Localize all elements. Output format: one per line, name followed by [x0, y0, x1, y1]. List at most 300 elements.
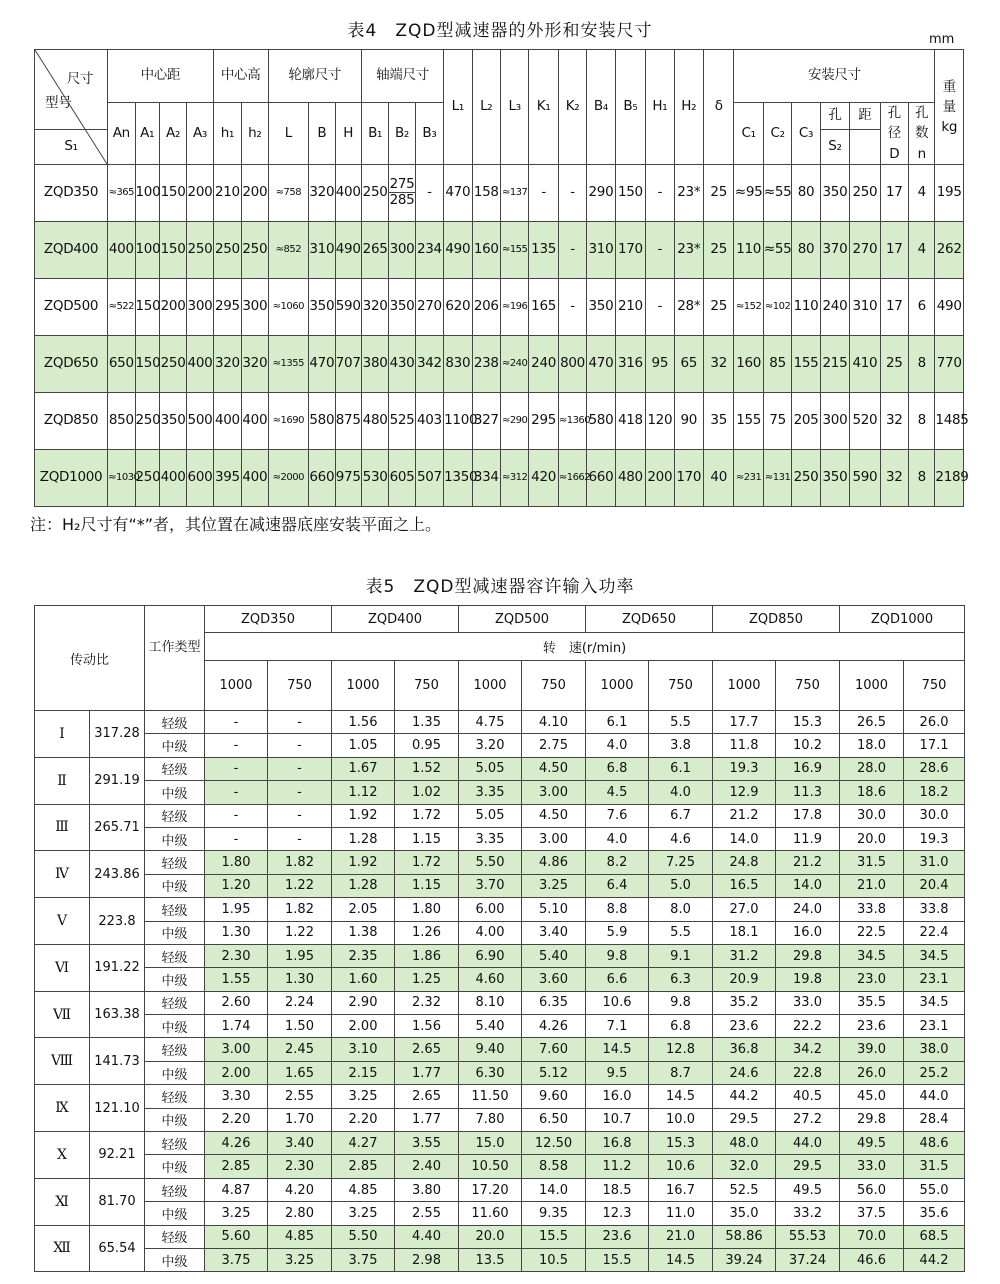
power-cell: 6.35 [522, 991, 586, 1014]
power-cell: 70.0 [840, 1225, 904, 1248]
power-cell: 1.15 [395, 874, 459, 897]
dimension-cell: 470 [309, 335, 335, 392]
dimension-cell: 650 [108, 335, 135, 392]
dimension-cell: ≈55 [763, 221, 791, 278]
ratio-value: 81.70 [90, 1178, 145, 1225]
power-cell: 6.1 [586, 711, 649, 734]
power-cell: 2.32 [395, 991, 459, 1014]
power-cell: 6.3 [649, 968, 713, 991]
power-cell: 1.28 [332, 874, 395, 897]
dimension-cell: 250 [135, 449, 159, 506]
power-cell: 1.22 [268, 874, 332, 897]
table5-row [35, 874, 965, 897]
dimension-cell: 490 [935, 278, 964, 335]
dimension-cell: 95 [646, 335, 674, 392]
model-cell: ZQD1000 [35, 449, 108, 506]
table4-unit: mm [929, 32, 955, 47]
ratio-numeral: Ⅴ [35, 898, 90, 945]
speed-header: 750 [904, 661, 965, 711]
weight-label-3: kg [941, 119, 958, 135]
power-cell: 40.5 [776, 1085, 840, 1108]
power-cell: 10.6 [586, 991, 649, 1014]
power-cell: 12.50 [522, 1132, 586, 1155]
power-cell: 4.87 [205, 1178, 268, 1201]
work-type-cell: 轻级 [145, 757, 205, 780]
power-cell: 52.5 [713, 1178, 776, 1201]
dimension-cell: 500 [187, 392, 213, 449]
power-cell: 5.12 [522, 1061, 586, 1084]
speed-header: 750 [776, 661, 840, 711]
power-cell: 35.2 [713, 991, 776, 1014]
power-cell: 18.1 [713, 921, 776, 944]
speed-header: 750 [268, 661, 332, 711]
power-cell: 30.0 [840, 804, 904, 827]
corner-header [35, 50, 108, 130]
work-type-cell: 中级 [145, 827, 205, 850]
power-cell: 2.60 [205, 991, 268, 1014]
dimension-cell: - [558, 164, 586, 221]
power-cell: 2.40 [395, 1155, 459, 1178]
dimension-cell: 6 [909, 278, 935, 335]
dimension-cell: 395 [213, 449, 241, 506]
dimension-cell: 400 [335, 164, 361, 221]
work-type-cell: 轻级 [145, 1225, 205, 1248]
dimension-cell: 590 [850, 449, 880, 506]
dimension-cell: 240 [820, 278, 849, 335]
dimension-cell: 320 [242, 335, 268, 392]
model-header: ZQD1000 [840, 606, 965, 633]
ratio-numeral: Ⅸ [35, 1085, 90, 1132]
dimension-cell: 490 [444, 221, 472, 278]
dimension-cell: 210 [615, 278, 645, 335]
power-cell: 3.25 [332, 1085, 395, 1108]
power-cell: 10.6 [649, 1155, 713, 1178]
dimension-cell: ≈95 [734, 164, 763, 221]
power-cell: 25.2 [904, 1061, 965, 1084]
header-s2: S₂ [820, 130, 849, 164]
power-cell: 55.0 [904, 1178, 965, 1201]
dimension-cell: 200 [187, 164, 213, 221]
power-cell: 4.85 [332, 1178, 395, 1201]
dimension-cell: 265 [361, 221, 388, 278]
power-cell: 5.50 [459, 851, 522, 874]
dimension-cell: 580 [309, 392, 335, 449]
power-cell: 27.0 [713, 898, 776, 921]
dimension-cell: 320 [213, 335, 241, 392]
power-cell: - [205, 827, 268, 850]
ratio-value: 163.38 [90, 991, 145, 1038]
power-cell: - [205, 734, 268, 757]
dimension-cell: 707 [335, 335, 361, 392]
dimension-cell: 620 [444, 278, 472, 335]
power-cell: 49.5 [776, 1178, 840, 1201]
power-cell: 10.0 [649, 1108, 713, 1131]
power-cell: 24.0 [776, 898, 840, 921]
power-cell: 15.3 [776, 711, 840, 734]
work-type-cell: 轻级 [145, 1178, 205, 1201]
dimension-cell: 150 [615, 164, 645, 221]
header-hole-diameter [880, 103, 908, 165]
power-cell: 9.8 [586, 944, 649, 967]
power-cell: 10.5 [522, 1248, 586, 1271]
dimension-cell: ≈1690 [268, 392, 309, 449]
power-cell: 20.0 [840, 827, 904, 850]
power-cell: 5.5 [649, 711, 713, 734]
table5-row [35, 1038, 965, 1061]
power-cell: 3.25 [332, 1202, 395, 1225]
speed-header: 1000 [586, 661, 649, 711]
power-cell: 1.74 [205, 1015, 268, 1038]
power-cell: 2.15 [332, 1061, 395, 1084]
power-cell: 3.25 [268, 1248, 332, 1271]
power-cell: 2.55 [268, 1085, 332, 1108]
work-type-cell: 中级 [145, 921, 205, 944]
power-cell: 6.8 [586, 757, 649, 780]
power-cell: 5.60 [205, 1225, 268, 1248]
dimension-cell: 310 [309, 221, 335, 278]
power-cell: 26.5 [840, 711, 904, 734]
dimension-cell: 23* [674, 221, 703, 278]
power-cell: 28.6 [904, 757, 965, 780]
dimension-cell: 158 [472, 164, 500, 221]
power-cell: 23.1 [904, 1015, 965, 1038]
dimension-cell: 200 [159, 278, 186, 335]
power-cell: 1.86 [395, 944, 459, 967]
power-cell: 17.1 [904, 734, 965, 757]
dimension-cell: 17 [880, 278, 908, 335]
power-cell: 6.7 [649, 804, 713, 827]
power-cell: 1.65 [268, 1061, 332, 1084]
header-B4: B₄ [587, 50, 615, 165]
table5-row [35, 781, 965, 804]
dimension-cell: 400 [108, 221, 135, 278]
header-B5: B₅ [615, 50, 645, 165]
dimension-cell: 170 [615, 221, 645, 278]
power-cell: 11.2 [586, 1155, 649, 1178]
power-cell: 2.55 [395, 1202, 459, 1225]
dimension-cell: 270 [415, 278, 443, 335]
ratio-numeral: Ⅺ [35, 1178, 90, 1225]
power-cell: 21.0 [649, 1225, 713, 1248]
power-cell: 46.6 [840, 1248, 904, 1271]
header-ratio: 传动比 [35, 606, 145, 711]
ratio-numeral: Ⅷ [35, 1038, 90, 1085]
dimension-cell: 35 [703, 392, 733, 449]
dimension-cell: 155 [734, 392, 763, 449]
dimension-cell: ≈231 [734, 449, 763, 506]
dimension-cell: 25 [703, 164, 733, 221]
work-type-cell: 轻级 [145, 1132, 205, 1155]
power-cell: 2.20 [205, 1108, 268, 1131]
ratio-value: 191.22 [90, 944, 145, 991]
ratio-value: 92.21 [90, 1132, 145, 1179]
power-cell: 6.4 [586, 874, 649, 897]
power-cell: 4.00 [459, 921, 522, 944]
table5-row [35, 804, 965, 827]
power-cell: 56.0 [840, 1178, 904, 1201]
power-cell: 1.72 [395, 804, 459, 827]
work-type-cell: 轻级 [145, 898, 205, 921]
dimension-cell: ≈137 [500, 164, 528, 221]
power-cell: 12.8 [649, 1038, 713, 1061]
dimension-cell: 850 [108, 392, 135, 449]
table5-row [35, 1132, 965, 1155]
dimension-cell: 350 [159, 392, 186, 449]
power-cell: 1.92 [332, 804, 395, 827]
dimension-cell: 480 [615, 449, 645, 506]
power-cell: 4.86 [522, 851, 586, 874]
header-h2: h₂ [242, 103, 268, 165]
dimension-cell: 250 [361, 164, 388, 221]
power-cell: 20.4 [904, 874, 965, 897]
power-cell: 1.02 [395, 781, 459, 804]
dimension-cell: 32 [880, 449, 908, 506]
power-cell: 19.8 [776, 968, 840, 991]
power-cell: 2.30 [268, 1155, 332, 1178]
header-pitch: 距 [850, 103, 880, 130]
power-cell: 4.27 [332, 1132, 395, 1155]
work-type-cell: 轻级 [145, 711, 205, 734]
power-cell: 14.0 [522, 1178, 586, 1201]
ratio-value: 317.28 [90, 711, 145, 758]
power-cell: 33.8 [904, 898, 965, 921]
table5-row [35, 711, 965, 734]
header-a2: A₂ [159, 103, 186, 165]
power-cell: 3.75 [332, 1248, 395, 1271]
header-delta: δ [703, 50, 733, 165]
dimension-cell: 90 [674, 392, 703, 449]
power-cell: 13.5 [459, 1248, 522, 1271]
power-cell: 33.0 [840, 1155, 904, 1178]
power-cell: 3.00 [205, 1038, 268, 1061]
header-work-type: 工作类型 [145, 606, 205, 711]
dimension-cell: 200 [242, 164, 268, 221]
dimension-cell: 32 [880, 392, 908, 449]
power-cell: 3.25 [522, 874, 586, 897]
speed-header: 1000 [840, 661, 904, 711]
power-cell: 1.82 [268, 898, 332, 921]
ratio-numeral: Ⅱ [35, 757, 90, 804]
dimension-cell: ≈758 [268, 164, 309, 221]
power-cell: 1.95 [268, 944, 332, 967]
work-type-cell: 轻级 [145, 804, 205, 827]
power-cell: 4.10 [522, 711, 586, 734]
power-cell: 18.6 [840, 781, 904, 804]
power-cell: 11.60 [459, 1202, 522, 1225]
dimension-cell: ≈155 [500, 221, 528, 278]
power-cell: 3.60 [522, 968, 586, 991]
power-cell: 5.40 [522, 944, 586, 967]
dimension-cell: 160 [734, 335, 763, 392]
dimension-cell: ≈55 [763, 164, 791, 221]
dimension-cell: 470 [444, 164, 472, 221]
power-cell: 16.8 [586, 1132, 649, 1155]
table5-row [35, 898, 965, 921]
dimension-cell: 80 [792, 221, 820, 278]
header-b1: B₁ [361, 103, 388, 165]
dimension-cell: 25 [880, 335, 908, 392]
power-cell: 34.2 [776, 1038, 840, 1061]
dimension-subvalue: 275 [389, 175, 415, 192]
table4-row [35, 278, 964, 335]
ratio-numeral: Ⅰ [35, 711, 90, 758]
power-cell: 23.6 [713, 1015, 776, 1038]
power-cell: 5.10 [522, 898, 586, 921]
power-cell: 10.50 [459, 1155, 522, 1178]
table5-row [35, 1202, 965, 1225]
dimension-cell: 120 [646, 392, 674, 449]
power-table [34, 605, 965, 1272]
dimension-cell: 270 [850, 221, 880, 278]
power-cell: 1.82 [268, 851, 332, 874]
power-cell: 34.5 [840, 944, 904, 967]
power-cell: 8.0 [649, 898, 713, 921]
power-cell: 9.40 [459, 1038, 522, 1061]
dimension-cell: 300 [820, 392, 849, 449]
dimension-cell: 250 [850, 164, 880, 221]
power-cell: 1.22 [268, 921, 332, 944]
header-a1: A₁ [135, 103, 159, 165]
dimension-cell: 160 [472, 221, 500, 278]
power-cell: - [268, 827, 332, 850]
weight-label-1: 重 [942, 78, 956, 95]
work-type-cell: 中级 [145, 968, 205, 991]
header-c2: C₂ [763, 103, 791, 165]
dimension-cell: 250 [242, 221, 268, 278]
dimension-cell: - [415, 164, 443, 221]
dimension-cell: 310 [587, 221, 615, 278]
power-cell: 21.0 [840, 874, 904, 897]
power-cell: 58.86 [713, 1225, 776, 1248]
dimension-cell: 110 [792, 278, 820, 335]
dimension-cell: 23* [674, 164, 703, 221]
dimension-cell: ≈1360 [558, 392, 586, 449]
power-cell: 1.25 [395, 968, 459, 991]
power-cell: 1.56 [395, 1015, 459, 1038]
dimension-cell: 80 [792, 164, 820, 221]
power-cell: 10.2 [776, 734, 840, 757]
power-cell: 29.8 [840, 1108, 904, 1131]
power-cell: 1.80 [205, 851, 268, 874]
power-cell: 1.56 [332, 711, 395, 734]
power-cell: - [205, 781, 268, 804]
table4-row [35, 164, 964, 221]
header-K2: K₂ [558, 50, 586, 165]
model-cell: ZQD400 [35, 221, 108, 278]
header-H1: H₁ [646, 50, 674, 165]
power-cell: 1.70 [268, 1108, 332, 1131]
dimension-subvalue: 285 [389, 192, 415, 209]
hole-dia-label-2: 径 [887, 125, 901, 142]
power-cell: 29.5 [713, 1108, 776, 1131]
dimension-cell: 660 [587, 449, 615, 506]
power-cell: 32.0 [713, 1155, 776, 1178]
power-cell: 10.7 [586, 1108, 649, 1131]
dimension-cell: 350 [309, 278, 335, 335]
header-L3: L₃ [500, 50, 528, 165]
table4-row [35, 221, 964, 278]
power-cell: 8.10 [459, 991, 522, 1014]
dimension-cell: 165 [529, 278, 558, 335]
power-cell: 1.50 [268, 1015, 332, 1038]
power-cell: 4.60 [459, 968, 522, 991]
ratio-value: 223.8 [90, 898, 145, 945]
power-cell: 4.0 [586, 734, 649, 757]
table5-row [35, 991, 965, 1014]
power-cell: 15.5 [522, 1225, 586, 1248]
dimension-cell: ≈131 [763, 449, 791, 506]
table5-row [35, 1085, 965, 1108]
power-cell: 5.9 [586, 921, 649, 944]
dimension-cell: 100 [135, 221, 159, 278]
hole-dia-label-3: D [889, 145, 900, 162]
ratio-numeral: Ⅲ [35, 804, 90, 851]
dimension-cell: ≈196 [500, 278, 528, 335]
ratio-numeral: Ⅳ [35, 851, 90, 898]
power-cell: 33.8 [840, 898, 904, 921]
dimension-cell: 370 [820, 221, 849, 278]
dimension-cell: - [646, 278, 674, 335]
power-cell: 2.20 [332, 1108, 395, 1131]
power-cell: 22.4 [904, 921, 965, 944]
power-cell: 5.05 [459, 804, 522, 827]
power-cell: - [205, 757, 268, 780]
power-cell: 11.8 [713, 734, 776, 757]
power-cell: 31.5 [904, 1155, 965, 1178]
dimension-cell: 350 [820, 164, 849, 221]
model-cell: ZQD650 [35, 335, 108, 392]
dimension-cell: ≈152 [734, 278, 763, 335]
power-cell: - [268, 804, 332, 827]
power-cell: 29.8 [776, 944, 840, 967]
dimension-cell: ≈1355 [268, 335, 309, 392]
power-cell: 6.90 [459, 944, 522, 967]
table5-row [35, 1225, 965, 1248]
power-cell: 1.15 [395, 827, 459, 850]
power-cell: 16.0 [776, 921, 840, 944]
power-cell: 0.95 [395, 734, 459, 757]
dimension-cell: 410 [850, 335, 880, 392]
power-cell: 4.6 [649, 827, 713, 850]
model-cell: ZQD850 [35, 392, 108, 449]
dimension-cell: 334 [472, 449, 500, 506]
header-L2: L₂ [472, 50, 500, 165]
power-cell: 31.2 [713, 944, 776, 967]
dimension-cell: 300 [242, 278, 268, 335]
ratio-numeral: Ⅵ [35, 944, 90, 991]
header-hole: 孔 [820, 103, 849, 130]
table5-row [35, 1108, 965, 1131]
power-cell: 34.5 [904, 991, 965, 1014]
hole-dia-label-1: 孔 [887, 105, 901, 121]
power-cell: 31.0 [904, 851, 965, 874]
header-weight [935, 50, 964, 165]
model-header: ZQD400 [332, 606, 459, 633]
dimension-cell: 530 [361, 449, 388, 506]
dimension-cell: 400 [242, 449, 268, 506]
table5-row [35, 921, 965, 944]
power-cell: 4.26 [205, 1132, 268, 1155]
dimension-cell: 100 [135, 164, 159, 221]
dimension-cell: 234 [415, 221, 443, 278]
power-cell: 9.60 [522, 1085, 586, 1108]
header-L1: L₁ [444, 50, 472, 165]
header-K1: K₁ [529, 50, 558, 165]
power-cell: 1.26 [395, 921, 459, 944]
power-cell: 15.5 [586, 1248, 649, 1271]
power-cell: 4.26 [522, 1015, 586, 1038]
power-cell: 68.5 [904, 1225, 965, 1248]
